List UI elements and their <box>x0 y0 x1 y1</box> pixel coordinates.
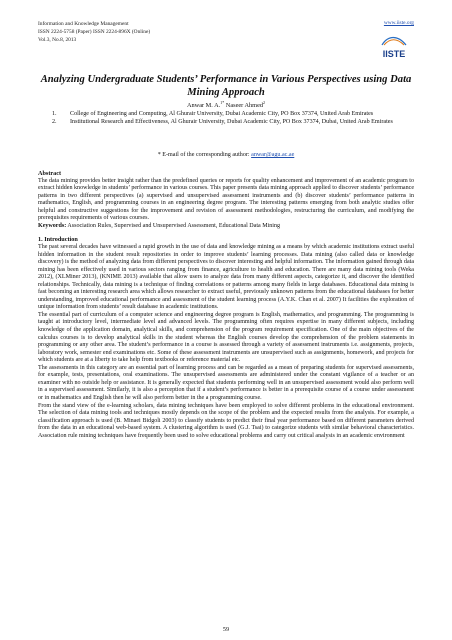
author-1-sup: 1* <box>220 100 225 105</box>
affiliation-text: Institutional Research and Effectiveness, Al Ghurair University, Dubai Academic City, PO Box 37374, Dubai, United Arab Emirates <box>70 119 393 126</box>
journal-header <box>38 20 150 44</box>
email-label: * E-mail of the corresponding author: <box>157 152 252 158</box>
affiliation-item <box>52 110 412 118</box>
keywords-line <box>38 223 414 231</box>
corresponding-email-line <box>40 152 412 158</box>
intro-paragraph: From the stand view of the e-learning scholars, data mining techniques have been employed to solve different problems in the educational environment. The selection of data mining tools and techniques mostly depends on the scope of the problem and the expected results from the analysis. For example, a classification approach is used (B. Minaei Bidgoli 2003) to classify students to predict their final year performance based on different parameters derived from the data in an educational web-based system. A clustering algorithm is used (G.J. Tsai) to categorize students with similar behavioral characteristics. Association rule mining techniques have frequently been used to solve educational problems and carry out critical analysis in an academic environment <box>38 402 414 439</box>
affiliation-text: College of Engineering and Computing, Al Ghurair University, Dubai Academic City, PO Box 37374, United Arab Emirates <box>70 111 374 117</box>
abstract-heading: Abstract <box>38 170 62 177</box>
iiste-logo-icon <box>374 31 414 61</box>
affiliation-number: 2. <box>52 119 57 126</box>
intro-paragraph: The assessments in this category are an essential part of learning process and can be regarded as a mean of preparing students for supervised assessments, for example, tests, presentations, oral examinations. The unsupervised assessments are administered under the constant vigilance of a teacher or an examiner with no outside help or assistance. It is generally expected that students performing well in an unsupervised assessment would also perform well in a supervised assessment. Similarly, it is also a perception that if a student’s performance is better in a prerequisite course of a course under assessment or in mathematics and English then he will also perform better in the a programming course. <box>38 364 414 401</box>
authors-line <box>40 100 412 109</box>
paper-title: Analyzing Undergraduate Students’ Performance in Various Perspectives using Data Mining Approach <box>40 74 412 98</box>
page-number: 59 <box>222 626 230 633</box>
author-1: Anwar M. A. <box>186 102 221 110</box>
journal-name: Information and Knowledge Management <box>38 21 129 27</box>
journal-issn: ISSN 2224-5758 (Paper) ISSN 2224-896X (Online) <box>38 29 151 35</box>
journal-volume: Vol.3, No.8, 2013 <box>38 37 77 43</box>
affiliation-item <box>52 118 412 126</box>
intro-paragraph: The past several decades have witnessed a rapid growth in the use of data and knowledge mining as a means by which academic institutions extract useful hidden information in the student result repositories in order to improve students’ learning processes. Data mining (also called data or knowledge discovery) is the method of analyzing data from different perspectives to discover interesting and helpful information. The information gained through data mining has been effectively used in various sectors ranging from finance, agriculture to health and education. There are many data mining tools (Weka 2012), (XLMiner 2013), (KNIME 2013) available that allow users to analyze data from many different aspects, categorize it, and discover the identified relationships. Technically, data mining is a technique of finding correlations or patterns among many fields in large databases. Educational data mining is fast becoming an interesting research area which allows researcher to extract useful, previously unknown patterns from the educational databases for better understanding, improved educational performance and assessment of the student learning process (A.Y.K. Chan et al. 2007) It facilities the exploration of unique information from students’ result database in academic institutions. <box>38 244 414 311</box>
paper-body <box>38 170 414 440</box>
keywords-label: Keywords: <box>38 222 67 229</box>
intro-paragraph: The essential part of curriculum of a computer science and engineering degree program is English, mathematics, and programming. The programming is taught at introductory level, intermediate level and advanced levels. The programming often requires expertise in many different subjects, including knowledge of the application domain, analytical skills, and comprehension of the program requirement specification. One of the main objectives of the calculus courses is to develop analytical skills in the student whereas the English courses develop the comprehension of the problem statements in programming or any other area. The student’s performance in a course is assessed through a variety of assessment instruments i.e. assignments, projects, laboratory work, semester end examinations etc. Some of these assessment instruments are unsupervised such as assignments, homework, and projects for which students are at a liberty to take help from textbooks or reference material etc. <box>38 311 414 364</box>
introduction-heading: 1. Introduction <box>38 236 78 244</box>
abstract-text: The data mining provides better insight rather than the predefined queries or reports for quality enhancement and improvement of an academic program to extract hidden knowledge in students’ performance in various courses. This paper presents data mining approach applied to discover students’ performance patterns in two different perspectives (a) supervised and unsupervised assessment instruments and (b) discover students’ performance patterns in mathematics, English, and programming courses in an engineering degree program. The interesting patterns emerging from both analytic studies offer helpful and constructive suggestions for the improvement and revision of assessment methodologies, restructuring the curriculum, and modifying the prerequisites requirements of various courses. <box>38 177 414 222</box>
affiliations-list <box>52 110 412 126</box>
author-2: Naseer Ahmed <box>224 102 264 110</box>
journal-url[interactable]: www.iiste.org <box>383 20 414 26</box>
affiliation-number: 1. <box>52 111 57 117</box>
svg-text:IISTE: IISTE <box>382 49 406 59</box>
keywords-text: Association Rules, Supervised and Unsupervised Assessment, Educational Data Mining <box>66 222 281 229</box>
author-2-sup: 2 <box>263 100 266 105</box>
email-link[interactable]: anwar@agu.ac.ae <box>251 152 295 158</box>
